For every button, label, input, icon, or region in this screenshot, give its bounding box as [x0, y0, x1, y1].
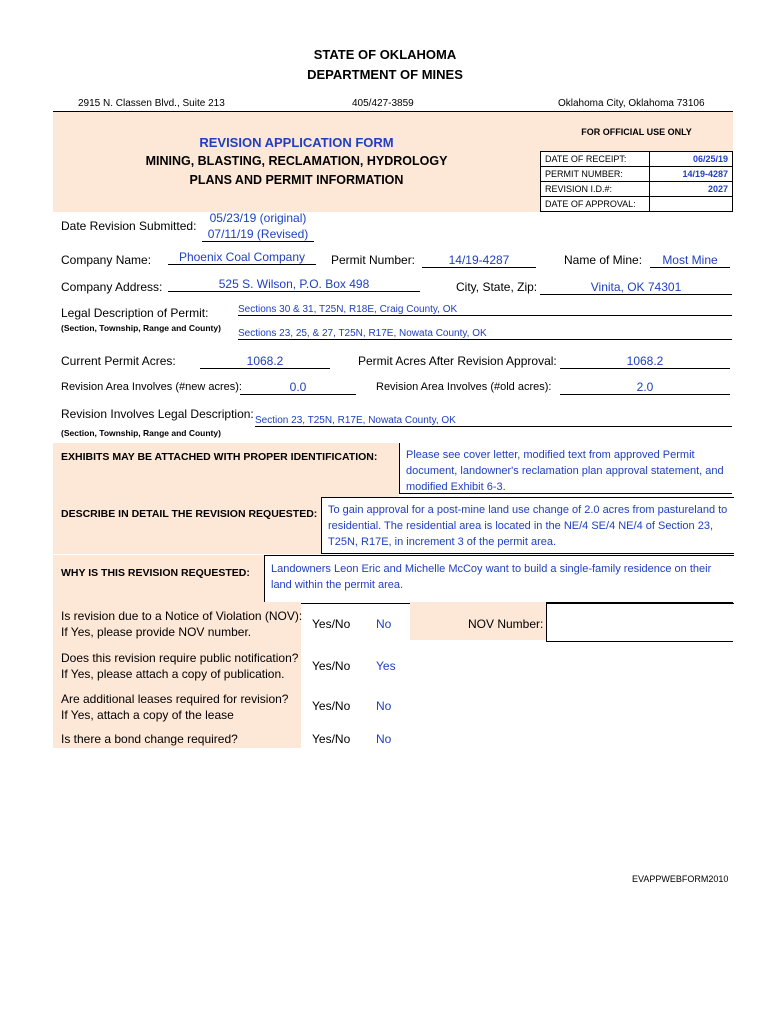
current-acres-label: Current Permit Acres: [61, 354, 176, 368]
revision-id-label: REVISION I.D.#: [541, 182, 650, 197]
header-city: Oklahoma City, Oklahoma 73106 [558, 98, 705, 109]
question-nov-line-2: If Yes, please provide NOV number. [61, 625, 252, 639]
question-public-notice-line-1: Does this revision require public notification? [61, 651, 299, 665]
legal-involved-field[interactable]: Section 23, T25N, R17E, Nowata County, OK [255, 415, 732, 427]
describe-label: DESCRIBE IN DETAIL THE REVISION REQUESTED: [61, 508, 318, 520]
nov-number-field[interactable] [546, 602, 733, 642]
form-subtitle-1: MINING, BLASTING, RECLAMATION, HYDROLOGY [145, 154, 448, 168]
nov-answer[interactable]: No [376, 617, 392, 631]
company-address-label: Company Address: [61, 280, 163, 294]
permit-number-value: 14/19-4287 [650, 167, 733, 182]
nov-number-label: NOV Number: [468, 617, 544, 631]
permit-number-field-label: Permit Number: [331, 253, 416, 267]
describe-label-bg [53, 497, 321, 554]
public-notice-yes-no-label: Yes/No [312, 659, 351, 673]
new-acres-field[interactable]: 0.0 [240, 380, 356, 395]
official-row [541, 152, 733, 167]
receipt-date-value: 06/25/19 [650, 152, 733, 167]
exhibits-label: EXHIBITS MAY BE ATTACHED WITH PROPER IDENTIFICATION: [61, 451, 378, 463]
state-title: STATE OF OKLAHOMA [313, 47, 457, 62]
nov-yes-no-label: Yes/No [312, 617, 351, 631]
header-phone: 405/427-3859 [352, 98, 414, 109]
why-text[interactable]: Landowners Leon Eric and Michelle McCoy want to build a single-family residence on their land within the permit area. [264, 555, 734, 604]
exhibits-text[interactable]: Please see cover letter, modified text from approved Permit document, landowner's reclamation plan approval statement, and modified Exhibit 6-3. [399, 443, 732, 494]
leases-answer[interactable]: No [376, 699, 392, 713]
mine-name-label: Name of Mine: [564, 253, 643, 267]
department-title: DEPARTMENT OF MINES [307, 67, 463, 82]
legal-description-sublabel: (Section, Township, Range and County) [61, 323, 221, 333]
city-state-zip-label: City, State, Zip: [456, 280, 538, 294]
question-nov [61, 608, 302, 640]
approval-date-label: DATE OF APPROVAL: [541, 197, 650, 212]
new-acres-label: Revision Area Involves (#new acres): [61, 381, 242, 393]
legal-description-label: Legal Description of Permit: [61, 306, 209, 320]
revision-id-value: 2027 [650, 182, 733, 197]
question-nov-line-1: Is revision due to a Notice of Violation (NOV): [61, 609, 303, 623]
official-row [541, 167, 733, 182]
city-state-zip-field[interactable]: Vinita, OK 74301 [540, 280, 732, 295]
legal-description-line-2[interactable]: Sections 23, 25, & 27, T25N, R17E, Nowata County, OK [238, 328, 732, 340]
current-acres-field[interactable]: 1068.2 [200, 354, 330, 369]
official-row [541, 197, 733, 212]
why-label: WHY IS THIS REVISION REQUESTED: [61, 567, 250, 579]
form-subtitle-2: PLANS AND PERMIT INFORMATION [189, 173, 404, 187]
company-address-field[interactable]: 525 S. Wilson, P.O. Box 498 [168, 277, 420, 292]
question-leases-line-1: Are additional leases required for revision? [61, 692, 289, 706]
form-code: EVAPPWEBFORM2010 [632, 874, 729, 884]
permit-number-label: PERMIT NUMBER: [541, 167, 650, 182]
question-bond: Is there a bond change required? [61, 732, 238, 746]
legal-involved-sublabel: (Section, Township, Range and County) [61, 428, 221, 438]
permit-number-field[interactable]: 14/19-4287 [422, 253, 536, 268]
legal-description-line-1[interactable]: Sections 30 & 31, T25N, R18E, Craig County, OK [238, 304, 732, 316]
leases-yes-no-label: Yes/No [312, 699, 351, 713]
mine-name-field[interactable]: Most Mine [650, 253, 730, 268]
date-original: 05/23/19 (original) [209, 211, 307, 225]
form-title: REVISION APPLICATION FORM [199, 135, 394, 150]
describe-text[interactable]: To gain approval for a post-mine land use change of 2.0 acres from pastureland to residential. The residential area is located in the NE/4 SE/4 NE/4 of Section 23, T25N, R17E, in increment 3 of the permit area. [321, 497, 734, 554]
date-submitted-label: Date Revision Submitted: [61, 219, 197, 233]
question-leases-line-2: If Yes, attach a copy of the lease [61, 708, 234, 722]
old-acres-field[interactable]: 2.0 [560, 380, 730, 395]
date-revised-field[interactable]: 07/11/19 (Revised) [202, 227, 314, 242]
public-notice-answer[interactable]: Yes [376, 659, 396, 673]
company-name-label: Company Name: [61, 253, 152, 267]
header-address: 2915 N. Classen Blvd., Suite 213 [78, 98, 225, 109]
official-row [541, 182, 733, 197]
old-acres-label: Revision Area Involves (#old acres): [376, 381, 552, 393]
question-public-notice-line-2: If Yes, please attach a copy of publication. [61, 667, 285, 681]
company-name-field[interactable]: Phoenix Coal Company [168, 250, 316, 265]
bond-yes-no-label: Yes/No [312, 732, 351, 746]
question-public-notice [61, 650, 298, 682]
legal-involved-label: Revision Involves Legal Description: [61, 407, 254, 421]
acres-after-label: Permit Acres After Revision Approval: [358, 354, 557, 368]
official-use-table [540, 151, 733, 212]
acres-after-field[interactable]: 1068.2 [560, 354, 730, 369]
question-leases [61, 691, 288, 723]
approval-date-value [650, 197, 733, 212]
bond-answer[interactable]: No [376, 732, 392, 746]
official-use-heading: FOR OFFICIAL USE ONLY [581, 127, 692, 137]
receipt-date-label: DATE OF RECEIPT: [541, 152, 650, 167]
